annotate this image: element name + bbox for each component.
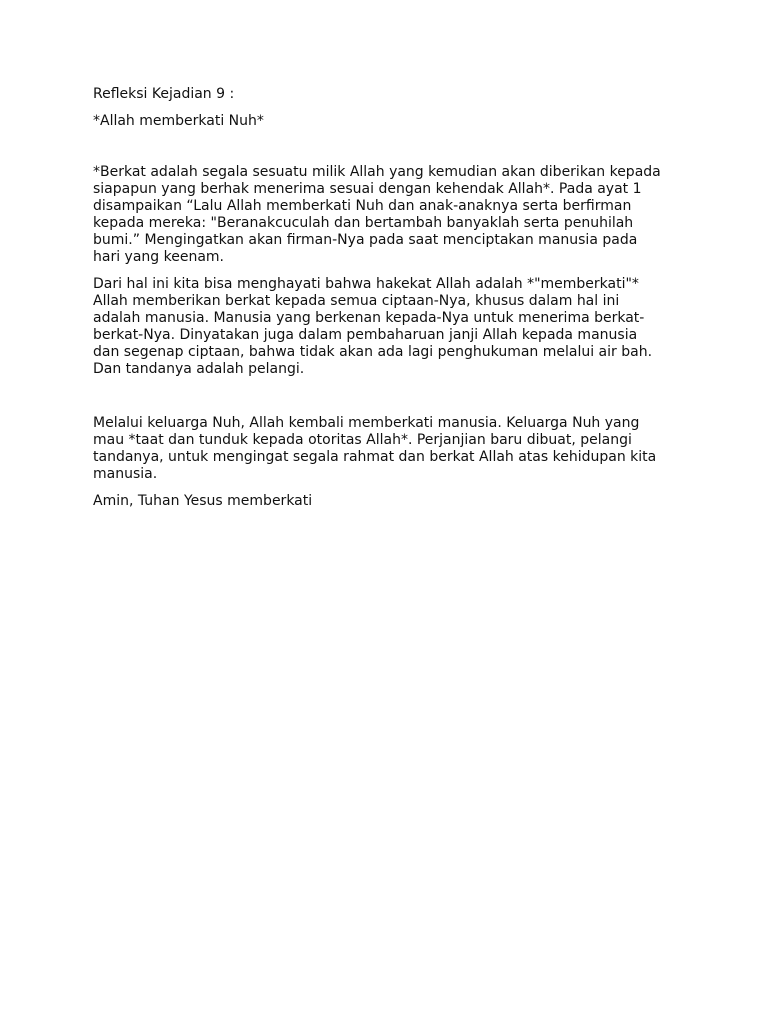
paragraph-line: hari yang keenam. [93, 249, 224, 265]
paragraph-line: tandanya, untuk mengingat segala rahmat dan berkat Allah atas kehidupan kita [93, 449, 657, 465]
paragraph-line: *Berkat adalah segala sesuatu milik Allah yang kemudian akan diberikan kepada [93, 164, 661, 180]
paragraph-line: adalah manusia. Manusia yang berkenan kepada-Nya untuk menerima berkat- [93, 310, 645, 326]
paragraph-berkat [93, 164, 673, 266]
document-title [93, 86, 673, 103]
closing-text: Amin, Tuhan Yesus memberkati [93, 493, 313, 509]
paragraph-line: kepada mereka: "Beranakcuculah dan bertambah banyaklah serta penuhilah [93, 215, 634, 231]
paragraph-line: Dari hal ini kita bisa menghayati bahwa hakekat Allah adalah *"memberkati"* [93, 276, 639, 292]
paragraph-line: manusia. [93, 466, 158, 482]
paragraph-line: dan segenap ciptaan, bahwa tidak akan ada lagi penghukuman melalui air bah. [93, 344, 653, 360]
paragraph-line: Melalui keluarga Nuh, Allah kembali memberkati manusia. Keluarga Nuh yang [93, 415, 640, 431]
paragraph-line: Allah memberikan berkat kepada semua ciptaan-Nya, khusus dalam hal ini [93, 293, 620, 309]
paragraph-line: Dan tandanya adalah pelangi. [93, 361, 305, 377]
document-subtitle [93, 113, 673, 130]
title-text: Refleksi Kejadian 9 : [93, 86, 235, 102]
closing-line [93, 493, 673, 510]
paragraph-line: bumi.” Mengingatkan akan firman-Nya pada saat menciptakan manusia pada [93, 232, 638, 248]
paragraph-hakekat [93, 276, 673, 378]
paragraph-line: berkat-Nya. Dinyatakan juga dalam pembaharuan janji Allah kepada manusia [93, 327, 638, 343]
paragraph-line: mau *taat dan tunduk kepada otoritas Allah*. Perjanjian baru dibuat, pelangi [93, 432, 632, 448]
paragraph-line: siapapun yang berhak menerima sesuai dengan kehendak Allah*. Pada ayat 1 [93, 181, 642, 197]
paragraph-keluarga-nuh [93, 415, 673, 483]
document-page [93, 86, 673, 510]
subtitle-text: *Allah memberkati Nuh* [93, 113, 264, 129]
paragraph-line: disampaikan “Lalu Allah memberkati Nuh dan anak-anaknya serta berfirman [93, 198, 632, 214]
